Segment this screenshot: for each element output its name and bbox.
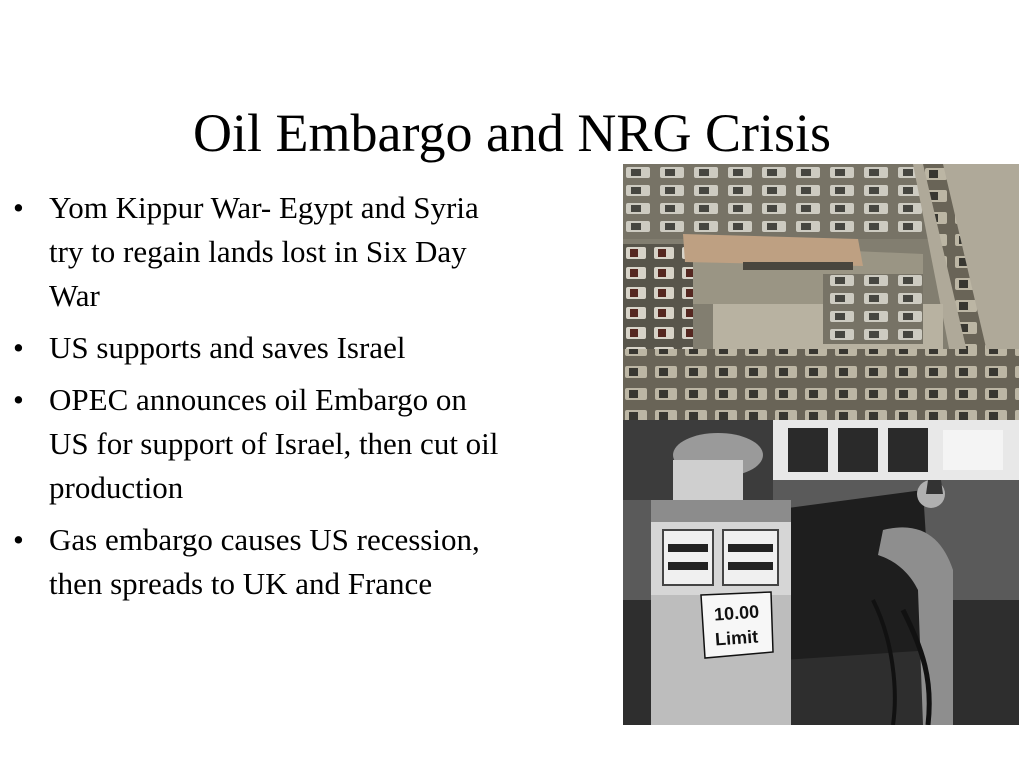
bullet-text: OPEC announces oil Embargo on US for support of Israel, then cut oil production xyxy=(49,382,499,505)
bullet-list xyxy=(0,186,510,614)
bullet-text: Yom Kippur War- Egypt and Syria try to regain lands lost in Six Day War xyxy=(49,190,479,313)
bullet-item xyxy=(0,378,510,510)
bullet-text: US supports and saves Israel xyxy=(49,330,406,365)
bullet-item xyxy=(0,326,510,370)
gas-pump-limit-photo xyxy=(623,420,1019,725)
slide-title: Oil Embargo and NRG Crisis xyxy=(193,103,831,163)
bullet-glyph: • xyxy=(13,190,24,225)
bullet-glyph: • xyxy=(13,330,24,365)
bullet-glyph: • xyxy=(13,382,24,417)
bullet-text: Gas embargo causes US recession, then spreads to UK and France xyxy=(49,522,480,601)
sign-limit: Limit xyxy=(714,626,759,650)
sign-amount: 10.00 xyxy=(713,601,760,625)
limit-sign xyxy=(701,592,773,658)
bullet-glyph: • xyxy=(13,522,24,557)
gas-line-aerial-photo xyxy=(623,164,1019,420)
photo-column xyxy=(623,164,1019,725)
bullet-item xyxy=(0,518,510,606)
bullet-item xyxy=(0,186,510,318)
